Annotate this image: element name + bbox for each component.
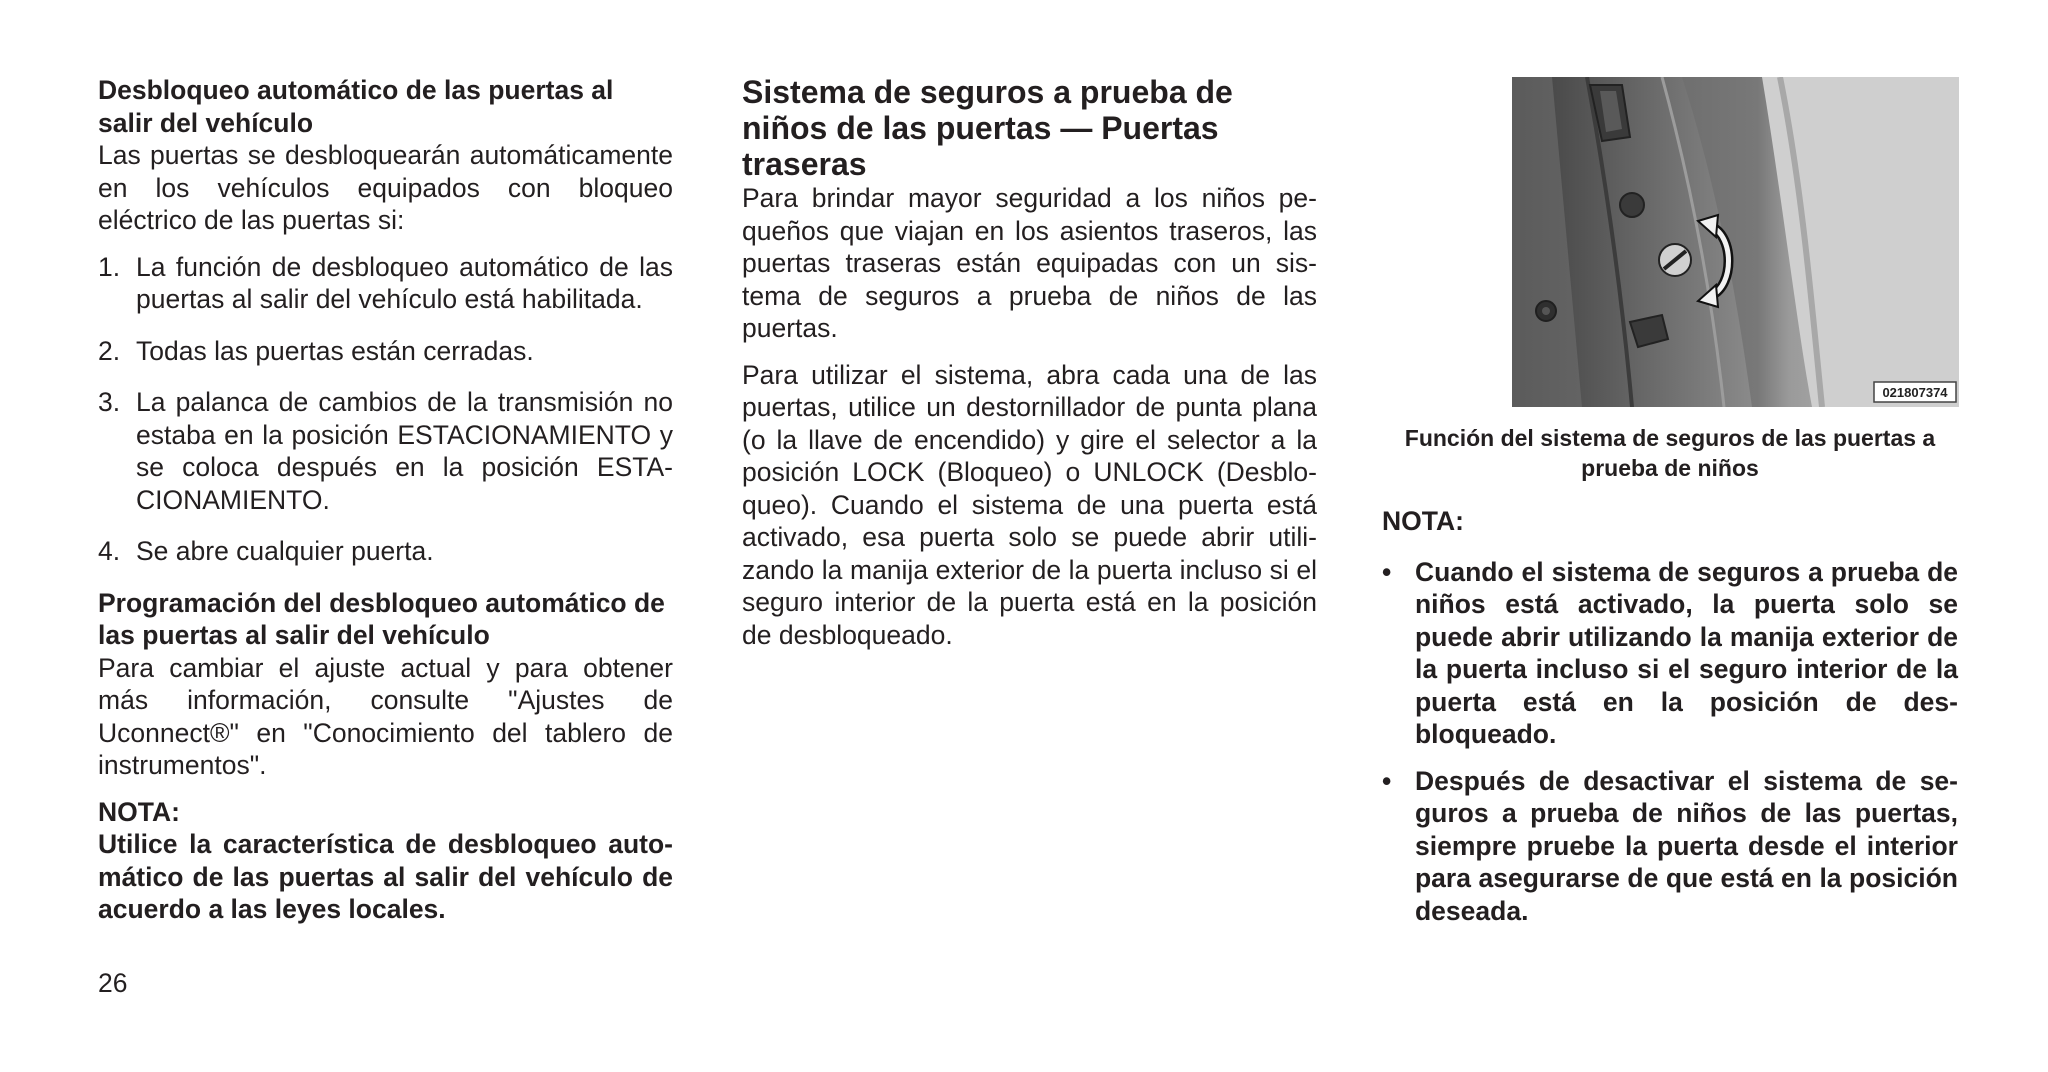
list-item-number: 1. bbox=[98, 251, 121, 282]
bullet-icon: • bbox=[1382, 765, 1392, 796]
list-item-text: Después de desactivar el sistema de seguros a prueba de niños de las puertas, siempre pruebe la puerta desde el interior para asegurarse de que está en la posición deseada. bbox=[1415, 765, 1958, 926]
column-left bbox=[98, 74, 673, 926]
programming-heading: Programación del desbloqueo automático de las puertas al salir del vehículo bbox=[98, 587, 665, 650]
note-bullets bbox=[1382, 556, 1958, 928]
column-right bbox=[1382, 505, 1958, 941]
list-item-text: Todas las puertas están cerradas. bbox=[136, 335, 534, 366]
programming-paragraph: Para cambiar el ajuste actual y para obtener más información, consulte "Ajustes de Uconnect®" en "Conocimiento del tablero de instrumentos". bbox=[98, 652, 673, 780]
figure-code: 021807374 bbox=[1882, 385, 1948, 400]
list-item bbox=[98, 535, 673, 568]
list-item bbox=[1382, 556, 1958, 751]
auto-unlock-conditions-list bbox=[98, 251, 673, 568]
list-item-text: La palanca de cambios de la transmisión no estaba en la posición ESTACIONAMIENTO y se coloca después en la posición ESTACIONAMIENTO. bbox=[136, 387, 673, 515]
auto-unlock-intro: Las puertas se desbloquearán automáticamente en los vehículos equipados con bloqueo eléctrico de las puertas si: bbox=[98, 140, 673, 235]
page-number: 26 bbox=[98, 968, 128, 998]
list-item bbox=[98, 251, 673, 316]
list-item-number: 2. bbox=[98, 335, 121, 366]
list-item bbox=[1382, 765, 1958, 928]
list-item-number: 4. bbox=[98, 536, 121, 566]
note-label-right: NOTA: bbox=[1382, 506, 1464, 536]
list-item-text: Cuando el sistema de seguros a prueba de niños está activado, la puerta solo se puede abrir utilizando la manija exterior de la puerta incluso si el seguro interior de la puerta está en la posición de desbloqueado. bbox=[1415, 556, 1958, 749]
note-label: NOTA: bbox=[98, 796, 180, 827]
child-lock-heading: Sistema de seguros a prueba de niños de las puertas — Puertas traseras bbox=[742, 74, 1233, 182]
child-lock-figure bbox=[1512, 77, 1959, 407]
list-item bbox=[98, 386, 673, 516]
list-item-text: La función de desbloqueo automático de las puertas al salir del vehículo está habilitada. bbox=[136, 251, 673, 314]
list-item-text: Se abre cualquier puerta. bbox=[136, 536, 434, 566]
list-item bbox=[98, 335, 673, 368]
bullet-icon: • bbox=[1382, 556, 1392, 587]
column-middle bbox=[742, 74, 1317, 651]
child-lock-paragraph-1: Para brindar mayor seguridad a los niños pequeños que viajan en los asientos traseros, las puertas traseras están equipadas con un sistema de seguros a prueba de niños de las puertas. bbox=[742, 183, 1317, 343]
note-text: Utilice la característica de desbloqueo automático de las puertas al salir del vehículo de acuerdo a las leyes locales. bbox=[98, 829, 673, 924]
list-item-number: 3. bbox=[98, 387, 121, 417]
figure-caption: Función del sistema de seguros de las puertas a prueba de niños bbox=[1404, 425, 1936, 481]
child-lock-paragraph-2: Para utilizar el sistema, abra cada una de las puertas, utilice un destornillador de punta plana (o la llave de encendido) y gire el selector a la posición LOCK (Bloqueo) o UNLOCK (Desbloqueo). Cuando el sistema de una puerta está activado, esa puerta solo se puede abrir utilizando la manija exterior de la puerta incluso si el seguro interior de la puerta está en la posición de desbloqueado. bbox=[742, 359, 1317, 650]
door-edge-illustration bbox=[1512, 77, 1959, 407]
auto-unlock-heading: Desbloqueo automático de las puertas al salir del vehículo bbox=[98, 75, 614, 138]
